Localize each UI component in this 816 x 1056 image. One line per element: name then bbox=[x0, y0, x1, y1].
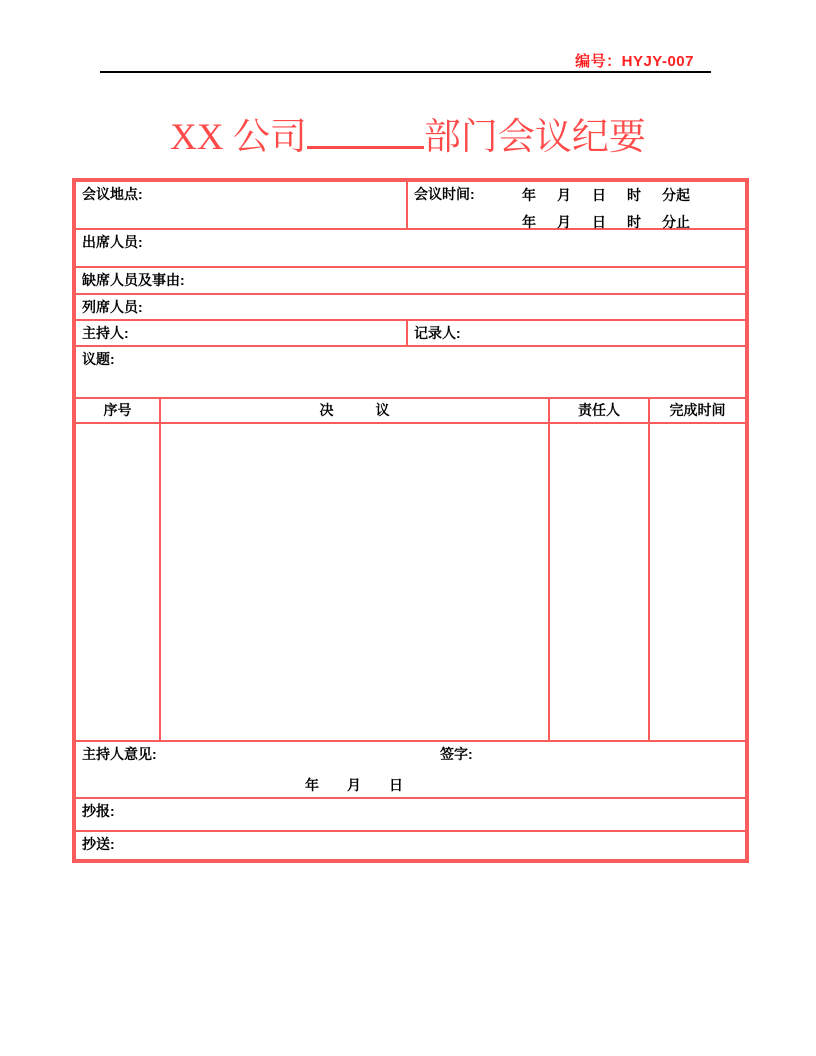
row-absentees bbox=[74, 267, 747, 294]
host-label: 主持人: bbox=[82, 325, 129, 342]
page-title bbox=[0, 106, 816, 160]
page-title-suffix: 部门会议纪要 bbox=[423, 117, 646, 158]
page-title-prefix: XX 公司 bbox=[170, 117, 307, 158]
cell-host bbox=[74, 320, 407, 346]
time-unit-minute-start: 分起 bbox=[662, 187, 691, 203]
meeting-form-table bbox=[72, 178, 749, 863]
observers-label: 列席人员: bbox=[82, 299, 143, 315]
time-unit-hour-start: 时 bbox=[627, 187, 642, 203]
row-decision-body bbox=[74, 423, 747, 741]
topics-label: 议题: bbox=[82, 351, 115, 368]
cell-observers bbox=[74, 294, 747, 320]
cell-attendees bbox=[74, 229, 747, 267]
time-unit-year-end: 年 bbox=[522, 214, 537, 230]
time-unit-minute-end: 分止 bbox=[662, 214, 691, 230]
recorder-label: 记录人: bbox=[414, 325, 461, 342]
row-location-time bbox=[74, 180, 747, 229]
meeting-location-label: 会议地点: bbox=[82, 186, 143, 202]
cell-meeting-location bbox=[74, 180, 407, 229]
copy-report-label: 抄报: bbox=[82, 802, 115, 819]
header-completion-time: 完成时间 bbox=[649, 398, 747, 422]
cell-copy-report bbox=[74, 798, 747, 831]
cell-responsible-person-blank bbox=[549, 423, 649, 741]
row-host-recorder bbox=[74, 320, 747, 346]
time-unit-day-end: 日 bbox=[592, 214, 607, 230]
header-divider-rule bbox=[100, 71, 711, 73]
row-copy-send bbox=[74, 831, 747, 861]
cell-recorder bbox=[407, 320, 747, 346]
header-decision: 决 议 bbox=[160, 398, 549, 422]
row-topics bbox=[74, 346, 747, 398]
cell-copy-send bbox=[74, 831, 747, 861]
cell-host-opinion bbox=[74, 741, 747, 798]
attendees-label: 出席人员: bbox=[82, 234, 143, 250]
meeting-time-label: 会议时间: bbox=[414, 186, 475, 202]
title-blank-underline bbox=[307, 146, 424, 149]
cell-serial-number-blank bbox=[74, 423, 160, 741]
cell-completion-time-blank bbox=[649, 423, 747, 741]
row-host-opinion bbox=[74, 741, 747, 798]
cell-absentees bbox=[74, 267, 747, 294]
signature-label: 签字: bbox=[440, 745, 473, 762]
time-unit-day-start: 日 bbox=[592, 187, 607, 203]
meeting-time-end-line bbox=[522, 213, 690, 231]
time-unit-hour-end: 时 bbox=[627, 214, 642, 230]
time-unit-month-start: 月 bbox=[557, 187, 572, 203]
row-decision-header bbox=[74, 398, 747, 422]
row-copy-report bbox=[74, 798, 747, 831]
cell-meeting-time bbox=[407, 180, 747, 229]
copy-send-label: 抄送: bbox=[82, 835, 115, 852]
meeting-time-start-line bbox=[522, 186, 690, 204]
cell-topics bbox=[74, 346, 747, 398]
time-unit-year-start: 年 bbox=[522, 187, 537, 203]
row-attendees bbox=[74, 229, 747, 267]
time-unit-month-end: 月 bbox=[557, 214, 572, 230]
doc-number: 编号：HYJY-007 bbox=[575, 53, 694, 70]
header-serial-number: 序号 bbox=[74, 398, 160, 422]
header-responsible-person: 责任人 bbox=[549, 398, 649, 422]
host-opinion-label: 主持人意见: bbox=[82, 745, 157, 762]
absentees-label: 缺席人员及事由: bbox=[82, 272, 185, 288]
row-observers bbox=[74, 294, 747, 320]
cell-decision-blank bbox=[160, 423, 549, 741]
signature-date-line: 年 月 日 bbox=[305, 776, 403, 793]
